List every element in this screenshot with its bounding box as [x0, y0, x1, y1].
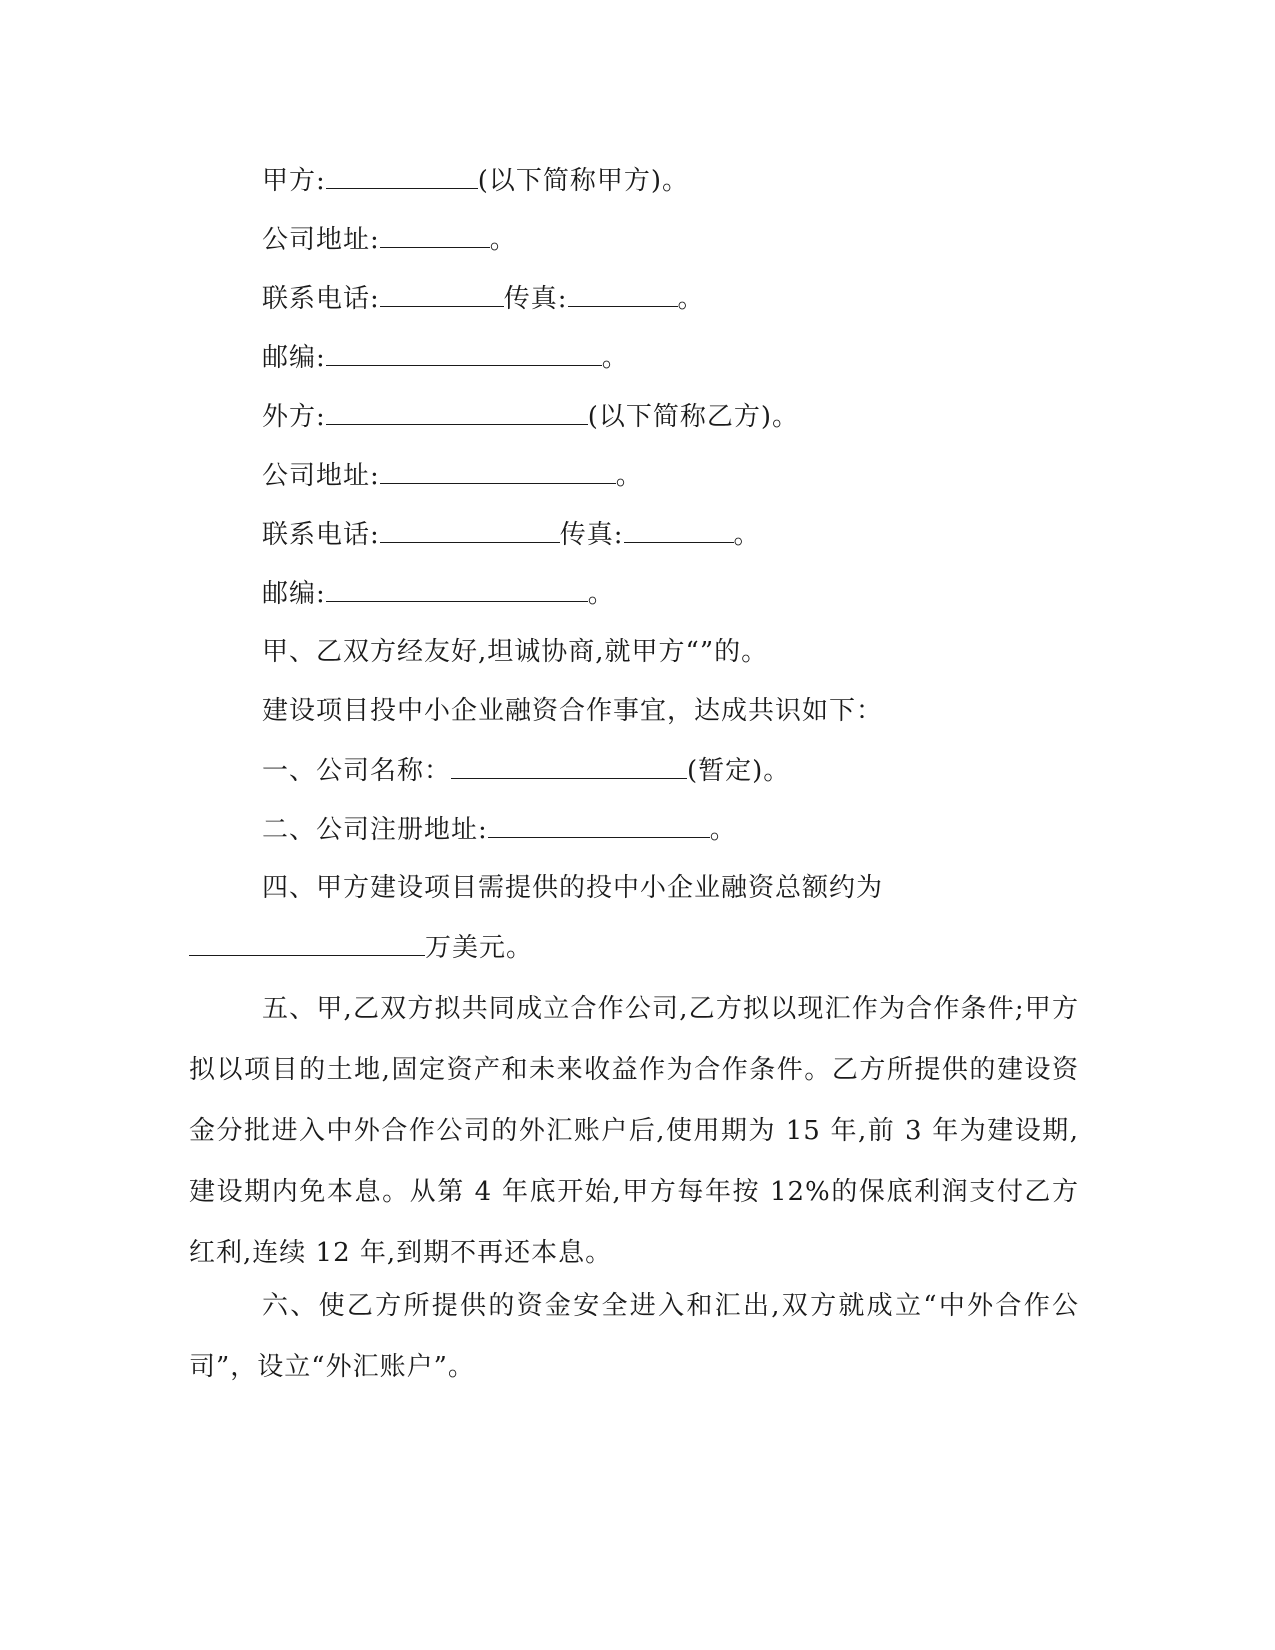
party-a-blank [326, 160, 478, 189]
fax-a-label: 传真: [503, 284, 568, 314]
party-b-label: 外方: [262, 402, 326, 432]
party-b-suffix: (以下简称乙方)。 [587, 402, 800, 432]
phone-a-blank [380, 278, 504, 307]
zip-a-label: 邮编: [262, 343, 326, 373]
address-b-label: 公司地址: [262, 461, 380, 491]
item-1-label: 一、公司名称： [262, 756, 452, 786]
party-b-line [262, 396, 799, 437]
item-4-amount-blank [189, 927, 425, 956]
phone-b-blank [380, 514, 560, 543]
phone-b-suffix: 。 [733, 520, 761, 550]
zip-b-label: 邮编: [262, 579, 326, 609]
party-a-label: 甲方: [262, 166, 326, 196]
intro-line-2: 建设项目投中小企业融资合作事宜，达成共识如下： [262, 696, 884, 726]
item-1-blank [451, 750, 687, 779]
item-2-suffix: 。 [709, 815, 737, 845]
phone-a-label: 联系电话: [262, 284, 380, 314]
zip-a-suffix: 。 [601, 343, 629, 373]
zip-a-line [262, 337, 629, 378]
item-6-paragraph: 六、使乙方所提供的资金安全进入和汇出,双方就成立“中外合作公司”，设立“外汇账户”。 [189, 1291, 1079, 1382]
phone-b-label: 联系电话: [262, 520, 380, 550]
fax-a-blank [568, 278, 678, 307]
item-5-paragraph: 五、甲,乙双方拟共同成立合作公司,乙方拟以现汇作为合作条件;甲方拟以项目的土地,固定资产和未来收益作为合作条件。乙方所提供的建设资金分批进入中外合作公司的外汇账户后,使用期为 15 年,前 3 年为建设期,建设期内免本息。从第 4 年底开始,甲方每年按 12%的保底利润支付乙方红利,连续 12 年,到期不再还本息。 [189, 994, 1079, 1268]
party-a-line [262, 160, 689, 201]
phone-a-line [262, 278, 705, 319]
address-a-line [262, 219, 517, 260]
item-2-label: 二、公司注册地址: [262, 815, 488, 845]
item-4-suffix: 万美元。 [425, 933, 534, 963]
party-a-suffix: (以下简称甲方)。 [477, 166, 690, 196]
zip-b-blank [326, 573, 588, 602]
address-a-suffix: 。 [489, 225, 517, 255]
party-b-blank [326, 396, 588, 425]
zip-b-suffix: 。 [587, 579, 615, 609]
item-1-suffix: (暂定)。 [687, 756, 791, 786]
address-b-blank [380, 455, 616, 484]
address-a-blank [380, 219, 490, 248]
intro-line-1: 甲、乙双方经友好,坦诚协商,就甲方“”的。 [262, 637, 769, 667]
zip-b-line [262, 573, 615, 614]
item-1-line [262, 750, 790, 791]
address-a-label: 公司地址: [262, 225, 380, 255]
item-2-line [262, 809, 737, 850]
item-2-blank [488, 809, 710, 838]
phone-b-line [262, 514, 761, 555]
fax-b-blank [624, 514, 734, 543]
phone-a-suffix: 。 [677, 284, 705, 314]
item-4-line: 四、甲方建设项目需提供的投中小企业融资总额约为 [262, 873, 884, 903]
address-b-line [262, 455, 643, 496]
zip-a-blank [326, 337, 602, 366]
fax-b-label: 传真: [559, 520, 624, 550]
address-b-suffix: 。 [615, 461, 643, 491]
item-4-continuation [189, 927, 533, 968]
